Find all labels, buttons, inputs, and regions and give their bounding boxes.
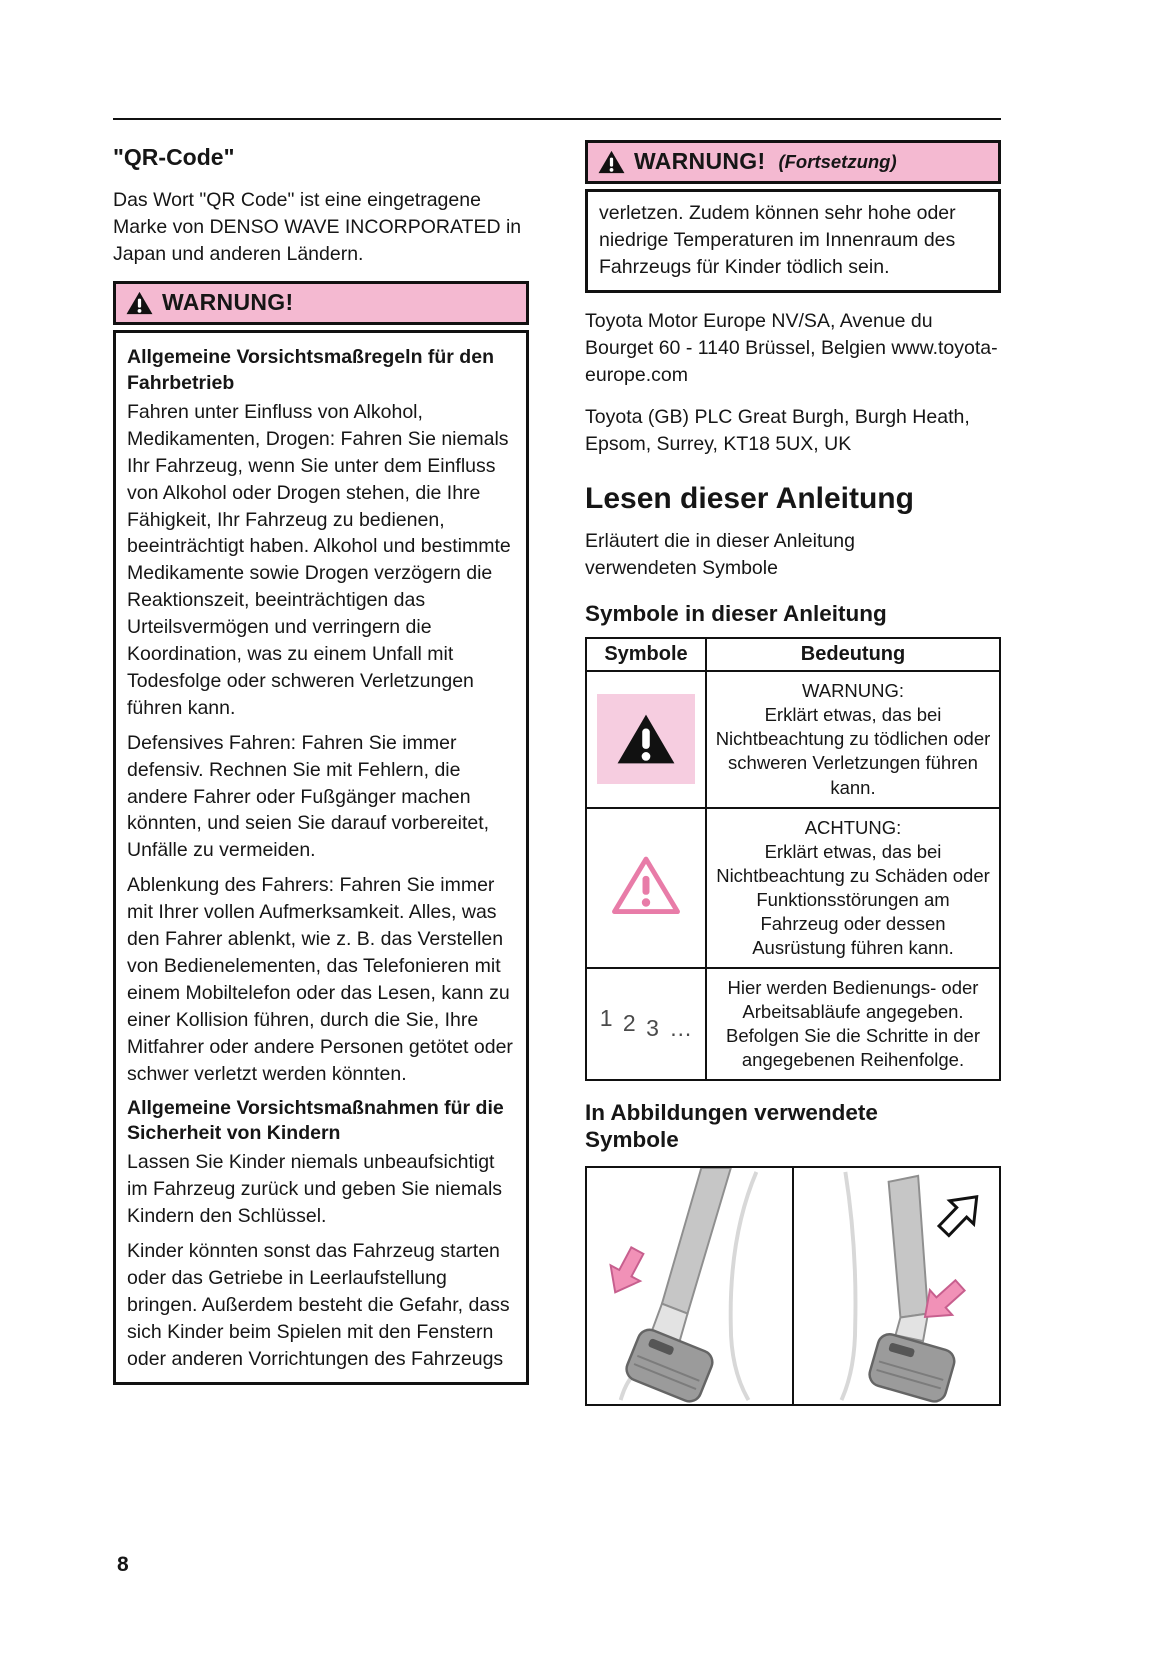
warning-triangle-icon (598, 150, 625, 174)
warning-continuation-subtitle: (Fortsetzung) (778, 151, 897, 173)
step-numbers-icon (595, 1004, 697, 1041)
left-column (113, 140, 529, 1385)
warning-box-header (113, 281, 529, 325)
top-rule (113, 118, 1001, 120)
step-digit-1: 1 (599, 1004, 615, 1031)
address-toyota-gb: Toyota (GB) PLC Great Burgh, Burgh Heath, Epsom, Surrey, KT18 5UX, UK (585, 406, 970, 456)
symbols-table-header-row (586, 638, 1000, 672)
reading-manual-intro: Erläutert die in dieser Anleitung verwendeten Symbole (585, 530, 855, 580)
seatbelt-insert-illustration (587, 1168, 792, 1404)
caution-meaning-cell (706, 808, 1000, 968)
warning-meaning-cell (706, 671, 1000, 807)
warning-symbol-cell (586, 671, 706, 807)
table-row-caution (586, 808, 1000, 968)
warning-title: WARNUNG! (162, 289, 294, 316)
page-number: 8 (117, 1553, 129, 1576)
warning-triangle-icon (126, 291, 153, 315)
steps-symbol-cell (586, 968, 706, 1080)
caution-outline-triangle-icon (611, 899, 681, 920)
warning-continuation-body (585, 189, 1001, 294)
symbols-table-header-symbol: Symbole (586, 638, 706, 672)
warning-paragraph-children-2: Kinder könnten sonst das Fahrzeug starten oder das Getriebe in Leerlaufstellung bringen. Außerdem besteht die Gefahr, dass sich Kinder beim Spielen mit den Fenstern oder anderen Vorrichtungen des Fahrzeugs (127, 1239, 510, 1370)
warning-continuation-box (585, 140, 1001, 293)
illustration-symbols-heading: In Abbildungen verwendete Symbole (585, 1100, 878, 1153)
seatbelt-illustration (585, 1166, 1001, 1406)
step-digit-ellipsis: … (669, 1014, 693, 1041)
warning-section-heading-driving: Allgemeine Vorsichtsmaßregeln für den Fahrbetrieb (127, 346, 494, 394)
symbols-table-header-meaning: Bedeutung (706, 638, 1000, 672)
address-toyota-europe: Toyota Motor Europe NV/SA, Avenue du Bourget 60 - 1140 Brüssel, Belgien www.toyota-europe.com (585, 310, 998, 387)
caution-meaning-label: ACHTUNG: (804, 816, 902, 838)
table-row-warning (586, 671, 1000, 807)
warning-meaning-label: WARNUNG: (801, 680, 905, 702)
qr-code-paragraph: Das Wort "QR Code" ist eine eingetragene Marke von DENSO WAVE INCORPORATED in Japan und anderen Ländern. (113, 188, 522, 265)
reading-manual-heading: Lesen dieser Anleitung (585, 481, 914, 515)
step-digit-3: 3 (646, 1014, 661, 1041)
warning-continuation-title: WARNUNG! (634, 148, 766, 174)
table-row-steps (586, 968, 1000, 1080)
warning-continuation-text: verletzen. Zudem können sehr hohe oder niedrige Temperaturen im Innenraum des Fahrzeugs für Kinder tödlich sein. (599, 201, 956, 278)
warning-continuation-header (585, 140, 1001, 184)
warning-section-heading-children: Allgemeine Vorsichtsmaßnahmen für die Sicherheit von Kindern (127, 1096, 504, 1144)
seatbelt-illustration-left (587, 1168, 792, 1404)
steps-meaning-text: Hier werden Bedienungs- oder Arbeitsabläufe angegeben. Befolgen Sie die Schritte in der angegebenen Reihenfolge. (725, 976, 980, 1070)
seatbelt-pull-illustration (794, 1168, 999, 1404)
caution-symbol-cell (586, 808, 706, 968)
warning-filled-triangle-icon (597, 694, 695, 784)
warning-paragraph-alcohol: Fahren unter Einfluss von Alkohol, Medikamenten, Drogen: Fahren Sie niemals Ihr Fahrzeug, wenn Sie unter dem Einfluss von Alkohol oder Drogen stehen, die Ihre Fähigkeit, Ihr Fahrzeug zu bedienen, beeinträchtigt haben. Alkohol und bestimmte Medikamente sowie Drogen verzögern die Reaktionszeit, beeinträchtigen das Urteilsvermögen und verringern die Koordination, was zu einem Unfall mit Todesfolge oder schweren Verletzungen führen kann. (127, 400, 511, 719)
symbols-section-heading: Symbole in dieser Anleitung (585, 601, 887, 627)
steps-meaning-cell (706, 968, 1000, 1080)
pink-arrow-icon (600, 1243, 652, 1300)
warning-paragraph-children-1: Lassen Sie Kinder niemals unbeaufsichtigt im Fahrzeug zurück und geben Sie niemals Kindern den Schlüssel. (127, 1151, 503, 1228)
seatbelt-illustration-right (794, 1168, 999, 1404)
white-arrow-icon (932, 1185, 989, 1242)
right-column (585, 140, 1001, 1406)
warning-box (113, 281, 529, 1385)
qr-code-heading: "QR-Code" (113, 144, 235, 170)
warning-box-body (113, 330, 529, 1385)
step-digit-2: 2 (622, 1009, 638, 1036)
warning-paragraph-distraction: Ablenkung des Fahrers: Fahren Sie immer mit Ihrer vollen Aufmerksamkeit. Alles, was den Fahrer ablenkt, wie z. B. das Verstellen von Bedienelementen, das Telefonieren mit einem Mobiltelefon oder das Lesen, kann zu einer Kollision führen, durch die Sie, Ihre Mitfahrer oder andere Personen getötet oder schwer verletzt werden könnten. (127, 874, 513, 1085)
symbols-table (585, 637, 1001, 1081)
warning-paragraph-defensive: Defensives Fahren: Fahren Sie immer defensiv. Rechnen Sie mit Fehlern, die andere Fahrer oder Fußgänger machen könnten, und seien Sie darauf vorbereitet, Unfälle zu vermeiden. (127, 731, 490, 862)
page-content (113, 118, 1001, 1406)
caution-meaning-text: Erklärt etwas, das bei Nichtbeachtung zu Schäden oder Funktionsstörungen am Fahrzeug oder dessen Ausrüstung führen kann. (716, 840, 990, 958)
two-column-layout (113, 140, 1001, 1406)
warning-meaning-text: Erklärt etwas, das bei Nichtbeachtung zu tödlichen oder schweren Verletzungen führen kann. (715, 704, 991, 798)
